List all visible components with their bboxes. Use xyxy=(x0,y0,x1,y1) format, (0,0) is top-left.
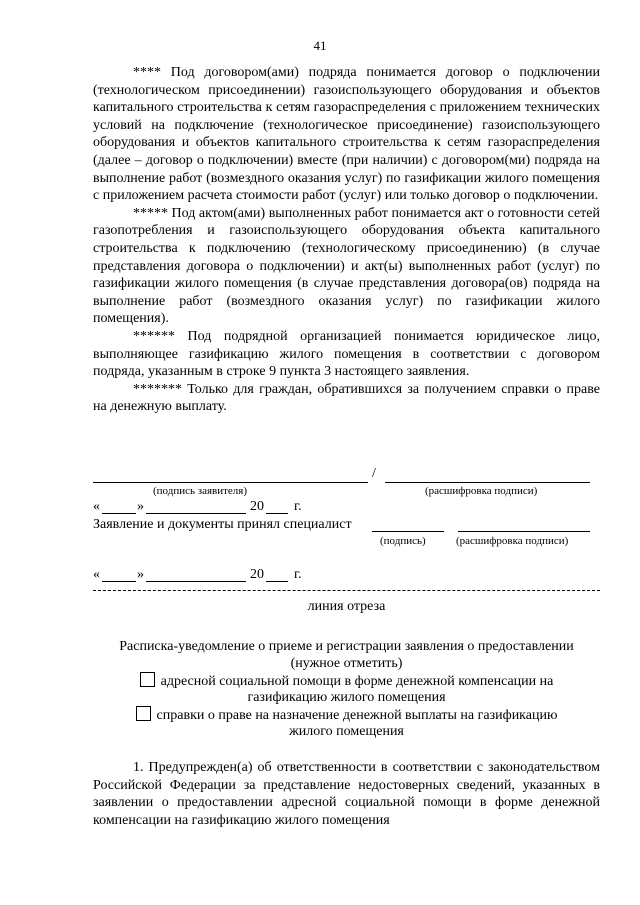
date-year-suffix: г. xyxy=(294,499,302,514)
date2-year-prefix: 20 xyxy=(250,567,264,582)
specialist-decode-line xyxy=(458,531,590,532)
receipt-option-compensation xyxy=(93,672,600,691)
date-day-line xyxy=(102,513,136,514)
footnote-citizens: ******* Только для граждан, обратившихся за получением справки о праве на денежную выплату. xyxy=(93,381,600,415)
date-month-line xyxy=(146,513,246,514)
cut-line xyxy=(93,590,600,591)
applicant-decode-line xyxy=(385,482,590,483)
date-year-prefix: 20 xyxy=(250,499,264,514)
applicant-decode-caption: (расшифровка подписи) xyxy=(425,485,538,497)
certificate-option-label: справки о праве на назначение денежной выплаты на газификацию xyxy=(156,708,558,723)
applicant-signature-line xyxy=(93,482,368,483)
specialist-decode-caption: (расшифровка подписи) xyxy=(456,535,569,547)
compensation-option-label-2: газификацию жилого помещения xyxy=(247,690,446,705)
date2-open-quote: « xyxy=(93,567,100,582)
footnote-acts: ***** Под актом(ами) выполненных работ понимается акт о готовности сетей газопотребления и газоиспользующего оборудования объекта капитального строительства к подключению (технологическому присоединению) (в случае представления договора о подключении) и акт(ы) выполненных работ (услуг) по газификации жилого помещения (в случае представления договора(ов) подряда на выполнение работ (возмездного оказания услуг) по газификации жилого помещения). xyxy=(93,205,600,327)
certificate-option-label-2: жилого помещения xyxy=(289,724,404,739)
certificate-checkbox[interactable] xyxy=(136,706,151,721)
footnote-contract: **** Под договором(ами) подряда понимается договор о подключении (технологическом присоединении) газоиспользующего оборудования и объектов капитального строительства к сетям газораспределения с приложением технических условий на подключение (технологическое присоединение) газоиспользующего оборудования и объектов капитального строительства к сетям газораспределения (далее – договор о подключении) вместе (при наличии) с договором(ми) подряда на выполнение работ (возмездного оказания услуг) по газификации жилого помещения с приложением расчета стоимости работ (услуг) или только договор о подключении. xyxy=(93,65,600,204)
receipt-title: Расписка-уведомление о приеме и регистрации заявления о предоставлении xyxy=(119,639,574,654)
footnote-contractor: ****** Под подрядной организацией понимается юридическое лицо, выполняющее газификацию жилого помещения в соответствии с договором подряда, указанным в строке 9 пункта 3 настоящего заявления. xyxy=(93,328,600,380)
date-close-quote: » xyxy=(137,499,144,514)
applicant-signature-caption: (подпись заявителя) xyxy=(153,485,248,497)
page-number: 41 xyxy=(313,38,327,53)
receipt-option-certificate xyxy=(93,706,600,725)
date-open-quote: « xyxy=(93,499,100,514)
date2-year-suffix: г. xyxy=(294,567,302,582)
footnotes-block xyxy=(93,64,600,416)
cut-line-label: линия отреза xyxy=(307,599,386,614)
receipt-note: (нужное отметить) xyxy=(290,656,403,671)
signature-slash: / xyxy=(372,466,376,481)
specialist-signature-caption: (подпись) xyxy=(380,535,426,547)
item-1-block xyxy=(93,759,600,829)
date2-month-line xyxy=(146,581,246,582)
item-1-text: 1. Предупрежден(а) об ответственности в соответствии с законодательством Российской Федерации за представление недостоверных сведений, указанных в заявлении о предоставлении адресной социальной помощи в форме денежной компенсации на газификацию жилого помещения xyxy=(93,760,600,828)
specialist-signature-line xyxy=(372,531,444,532)
date2-day-line xyxy=(102,581,136,582)
date2-year-line xyxy=(266,581,288,582)
compensation-checkbox[interactable] xyxy=(140,672,155,687)
accepted-by-text: Заявление и документы принял специалист xyxy=(93,517,352,532)
compensation-option-label: адресной социальной помощи в форме денежной компенсации на xyxy=(160,674,554,689)
date2-close-quote: » xyxy=(137,567,144,582)
date-year-line xyxy=(266,513,288,514)
